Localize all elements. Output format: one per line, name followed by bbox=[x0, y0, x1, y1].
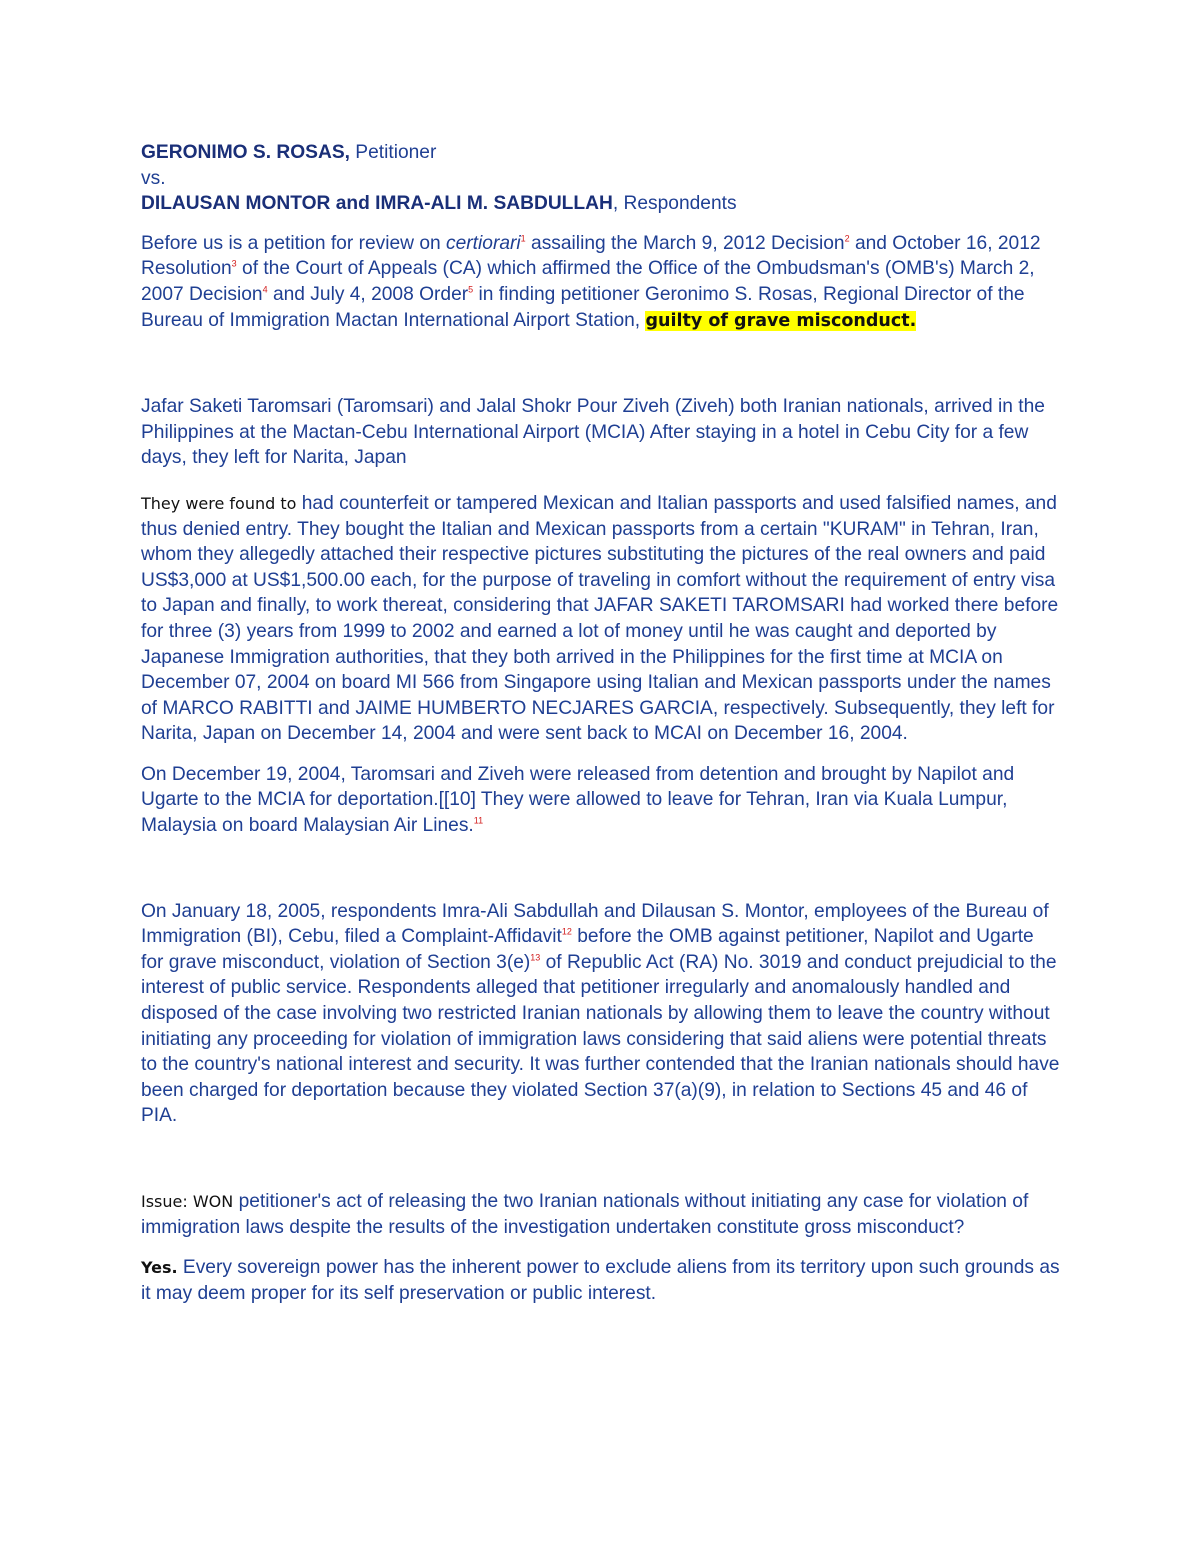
paragraph-release bbox=[141, 762, 1061, 839]
passports-body: had counterfeit or tampered Mexican and Italian passports and used falsified names, and thus denied entry. They bought the Italian and Mexican passports from a certain "KURAM" in Tehran, Iran, whom they allegedly attached their respective pictures substituting the pictures of the real owners and paid US$3,000 at US$1,500.00 each, for the purpose of traveling in comfort without the requirement of entry visa to Japan and finally, to work thereat, considering that JAFAR SAKETI TAROMSARI had worked there before for three (3) years from 1999 to 2002 and earned a lot of money until he was caught and deported by Japanese Immigration authorities, that they both arrived in the Philippines for the first time at MCIA on December 07, 2004 on board MI 566 from Singapore using Italian and Mexican passports under the names of MARCO RABITTI and JAIME HUMBERTO NECJARES GARCIA, respectively. Subsequently, they left for Narita, Japan on December 14, 2004 and were sent back to MCAI on December 16, 2004. bbox=[141, 492, 1059, 745]
answer-body: Every sovereign power has the inherent power to exclude aliens from its territory upon such grounds as it may deem proper for its self preservation or public interest. bbox=[141, 1257, 1060, 1304]
certiorari-italic: certiorari bbox=[446, 232, 521, 254]
paragraph-complaint bbox=[141, 899, 1061, 1129]
case-caption bbox=[141, 140, 1061, 217]
respondents-line bbox=[141, 191, 1061, 217]
complaint-text-1: On January 18, 2005, respondents Imra-Ali Sabdullah and Dilausan S. Montor, employees of the Bureau of Immigration (BI), Cebu, filed a Complaint-Affidavit bbox=[141, 900, 1049, 948]
footnote-ref-13[interactable]: 13 bbox=[530, 952, 541, 963]
highlighted-ruling: guilty of grave misconduct. bbox=[645, 310, 917, 331]
paragraph-petition-summary bbox=[141, 231, 1061, 334]
versus-line: vs. bbox=[141, 167, 166, 189]
issue-body: petitioner's act of releasing the two Iranian nationals without initiating any case for violation of immigration laws despite the results of the investigation undertaken constitute gross misconduct? bbox=[141, 1191, 1029, 1238]
footnote-ref-11[interactable]: 11 bbox=[473, 815, 484, 826]
issue-label: Issue: WON bbox=[141, 1192, 234, 1211]
paragraph-issue bbox=[141, 1189, 1061, 1240]
paragraph-passports bbox=[141, 491, 1061, 747]
footnote-ref-1[interactable]: 1 bbox=[520, 233, 526, 244]
petitioner-role: Petitioner bbox=[349, 142, 437, 163]
footnote-ref-5[interactable]: 5 bbox=[468, 284, 474, 295]
petitioner-line bbox=[141, 140, 1061, 166]
answer-label: Yes. bbox=[141, 1258, 178, 1278]
paragraph-answer bbox=[141, 1255, 1061, 1306]
respondents-names: DILAUSAN MONTOR and IMRA-ALI M. SABDULLAH bbox=[141, 193, 613, 215]
footnote-ref-12[interactable]: 12 bbox=[561, 926, 572, 937]
release-body: On December 19, 2004, Taromsari and Ziveh were released from detention and brought by Napilot and Ugarte to the MCIA for deportation.[[10] They were allowed to leave for Tehran, Iran via Kuala Lumpur, Malaysia on board Malaysian Air Lines. bbox=[141, 763, 1015, 837]
complaint-text-2: before the OMB against petitioner, Napilot and Ugarte for grave misconduct, violation of Section 3(e) bbox=[141, 926, 1034, 973]
respondents-role: , Respondents bbox=[612, 193, 737, 215]
para1-text-2: assailing the March 9, 2012 Decision bbox=[525, 232, 845, 254]
paragraph-arrival: Jafar Saketi Taromsari (Taromsari) and Jalal Shokr Pour Ziveh (Ziveh) both Iranian nationals, arrived in the Philippines at the Mactan-Cebu International Airport (MCIA) After staying in a hotel in Cebu City for a few days, they left for Narita, Japan bbox=[141, 396, 1045, 469]
footnote-ref-4[interactable]: 4 bbox=[262, 284, 268, 295]
para1-text-3: and October 16, 2012 Resolution bbox=[141, 232, 1041, 280]
para1-text-4: of the Court of Appeals (CA) which affirmed the Office of the Ombudsman's (OMB's) March 2, 2007 Decision bbox=[141, 258, 1035, 305]
footnote-ref-2[interactable]: 2 bbox=[844, 233, 850, 244]
petitioner-name: GERONIMO S. ROSAS, bbox=[141, 142, 350, 163]
document-page bbox=[141, 140, 1061, 1306]
para1-text-1: Before us is a petition for review on bbox=[141, 232, 447, 254]
footnote-ref-3[interactable]: 3 bbox=[231, 258, 237, 269]
passports-lead: They were found to bbox=[141, 493, 297, 513]
para1-text-5: and July 4, 2008 Order bbox=[267, 283, 469, 305]
para1-text-6: in finding petitioner Geronimo S. Rosas, Regional Director of the Bureau of Immigration Mactan International Airport Station, bbox=[141, 283, 1025, 331]
complaint-text-3: of Republic Act (RA) No. 3019 and conduct prejudicial to the interest of public service. Respondents alleged that petitioner irregularly and anomalously handled and disposed of the case involving two restricted Iranian nationals by allowing them to leave the country without initiating any proceeding for violation of immigration laws considering that said aliens were potential threats to the country's national interest and security. It was further contended that the Iranian nationals should have been charged for deportation because they violated Section 37(a)(9), in relation to Sections 45 and 46 of PIA. bbox=[141, 951, 1060, 1127]
